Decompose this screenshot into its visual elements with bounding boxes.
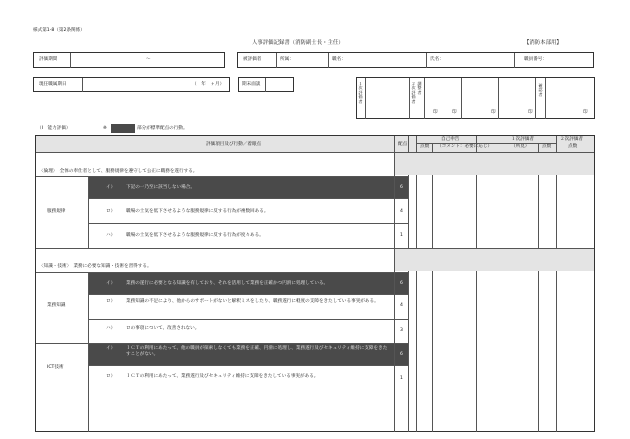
behavior-text: ＩＣＴの利用にあたって、業務遂行及びセキュリティ維持に支障をきたしている事実がある。 <box>126 374 319 379</box>
behavior-mark: ハ） <box>106 233 116 238</box>
behavior-mark: イ） <box>106 185 116 190</box>
behavior-points: 6 <box>400 281 403 286</box>
item-name: ICT技術 <box>47 365 64 370</box>
first-evaluator-seal: 印 <box>433 110 438 115</box>
interview-box <box>238 77 294 92</box>
interview-label: 期末面談 <box>242 82 261 87</box>
legend-prefix: ※ <box>103 126 107 131</box>
first-evaluator-label: １次評価者 <box>358 81 363 104</box>
form-code: 様式第1-8（第2条関係） <box>33 28 85 33</box>
category-heading: 〈倫理〉 全体の奉仕者として、服務規律を遵守して公正に職務を遂行する。 <box>39 169 198 174</box>
document-title: 人事評価記録書（消防副士長・主任） <box>252 40 344 46</box>
department-label: 【消防本部用】 <box>524 40 562 46</box>
behavior-points: 1 <box>400 376 403 381</box>
header-first-remark: （所見） <box>511 144 530 149</box>
extension-period-value: （ 年 ヶ月） <box>192 82 225 87</box>
header-self-comment: （コメント：必要に応じ） <box>437 144 493 149</box>
behavior-points: 4 <box>400 303 403 308</box>
header-items: 評価項目及び行動／着眼点 <box>206 142 262 147</box>
evaluee-label: 被評価者 <box>243 57 262 62</box>
behavior-mark: ロ） <box>106 374 116 379</box>
behavior-mark: イ） <box>106 346 116 351</box>
extension-date-label: 現任職属期日 <box>39 82 67 87</box>
item-name: 業務知識 <box>47 303 66 308</box>
staff-number-label: 職員番号： <box>524 57 547 62</box>
header-second-eval: ２次評価者 <box>560 137 583 142</box>
confirmer-seal: 印 <box>583 110 588 115</box>
header-second-points: 点数 <box>568 144 578 149</box>
item-name: 服務規律 <box>47 209 66 214</box>
second-evaluator-seal: 印 <box>452 110 457 115</box>
legend-text: 部分が標準配点の行動。 <box>137 126 188 131</box>
behavior-points: 3 <box>400 328 403 333</box>
category-shade <box>395 249 594 271</box>
behavior-mark: ハ） <box>106 326 116 331</box>
behavior-mark: イ） <box>106 281 116 286</box>
affiliation-label: 所属： <box>280 57 294 62</box>
evaluation-period-box <box>33 52 225 68</box>
behavior-points: 1 <box>400 233 403 238</box>
behavior-text: 業務知識の不足により、他からのサポートがないと解釈ミスをしたり、職務遂行に軽度の支障をきたしている事実がある。 <box>126 299 379 304</box>
header-points: 配点 <box>398 142 408 147</box>
header-self-points: 点数 <box>420 144 430 149</box>
header-first-eval: １次評価者 <box>511 137 534 142</box>
position-label: 職名： <box>332 57 346 62</box>
evaluation-table <box>35 135 595 432</box>
behavior-text: 下記の一乃至に該当しない場合。 <box>126 185 195 190</box>
behavior-points: 6 <box>400 352 403 357</box>
extension-date-box <box>33 77 230 92</box>
category-heading: 〈知識・技術〉 業務に必要な知識・技術を習得する。 <box>39 264 152 269</box>
behavior-text: ＩＣＴの利用にあたって、他の職員が探索しなくても業務を正確、円滑に処理し、業務遂行及びセキュリティ維持に支障をきたすことがない。 <box>126 346 388 357</box>
legend-swatch <box>111 124 135 133</box>
behavior-mark: ロ） <box>106 209 116 214</box>
second-evaluator-label: ２次評価者 <box>411 81 416 104</box>
extra-seal: 印 <box>528 110 533 115</box>
evaluation-period-label: 評価期間 <box>39 57 58 62</box>
signers-box <box>356 77 595 119</box>
adjuster-label: 調整者 <box>417 81 422 95</box>
adjuster-seal: 印 <box>491 110 496 115</box>
evaluee-box <box>237 52 594 68</box>
behavior-points: 6 <box>400 185 403 190</box>
behavior-points: 4 <box>400 209 403 214</box>
header-first-points: 点数 <box>542 144 552 149</box>
behavior-text: 業務の遂行に必要となる知識を有しており、それを活用して業務を正確かつ円滑に処理している。 <box>126 281 329 286</box>
header-self: 自己申告 <box>441 137 460 142</box>
section-label: （Ⅰ 能力評価） <box>37 126 71 131</box>
period-separator: ～ <box>146 57 151 62</box>
behavior-mark: ロ） <box>106 299 116 304</box>
behavior-text: ロの事項について、改善されない。 <box>126 326 200 331</box>
behavior-text: 職場の士気を低下させるような服務規律に反する行為が複数回ある。 <box>126 209 269 214</box>
name-label: 氏名： <box>430 57 444 62</box>
confirmer-label: 確認者 <box>538 83 543 97</box>
category-shade <box>395 153 594 175</box>
behavior-text: 職場の士気を低下させるような服務規律に反する行為が度々ある。 <box>126 233 264 238</box>
